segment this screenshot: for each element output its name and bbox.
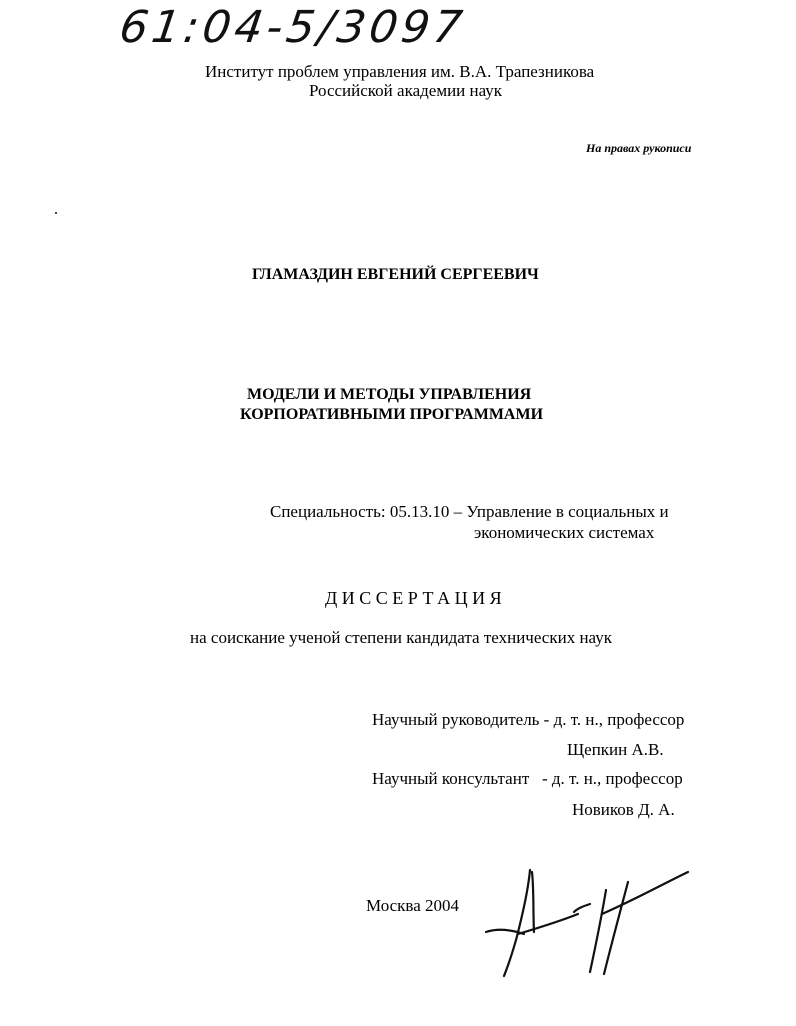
scan-speck [55, 212, 57, 214]
institute-name-line-1: Институт проблем управления им. В.А. Трапезникова [205, 62, 595, 81]
scientific-consultant-name: Новиков Д. А. [572, 800, 675, 819]
document-type: ДИССЕРТАЦИЯ [325, 588, 507, 608]
scientific-supervisor-line: Научный руководитель - д. т. н., профессор [372, 710, 685, 729]
scientific-consultant-line: Научный консультант - д. т. н., профессор [372, 769, 683, 788]
dissertation-title-line-2: КОРПОРАТИВНЫМИ ПРОГРАММАМИ [240, 406, 544, 423]
author-name: ГЛАМАЗДИН ЕВГЕНИЙ СЕРГЕЕВИЧ [252, 266, 539, 283]
manuscript-rights-note: На правах рукописи [586, 141, 692, 155]
city-and-year: Москва 2004 [366, 896, 460, 915]
specialty-line-1: Специальность: 05.13.10 – Управление в социальных и [270, 502, 669, 521]
handwritten-signature [478, 862, 698, 982]
degree-statement: на соискание ученой степени кандидата технических наук [190, 628, 613, 647]
handwritten-archive-code: 61:04-5/3097 [116, 2, 470, 53]
institute-name-line-2: Российской академии наук [309, 81, 503, 100]
specialty-line-2: экономических системах [474, 523, 655, 542]
scientific-supervisor-name: Щепкин А.В. [567, 740, 664, 759]
dissertation-title-line-1: МОДЕЛИ И МЕТОДЫ УПРАВЛЕНИЯ [247, 386, 532, 403]
